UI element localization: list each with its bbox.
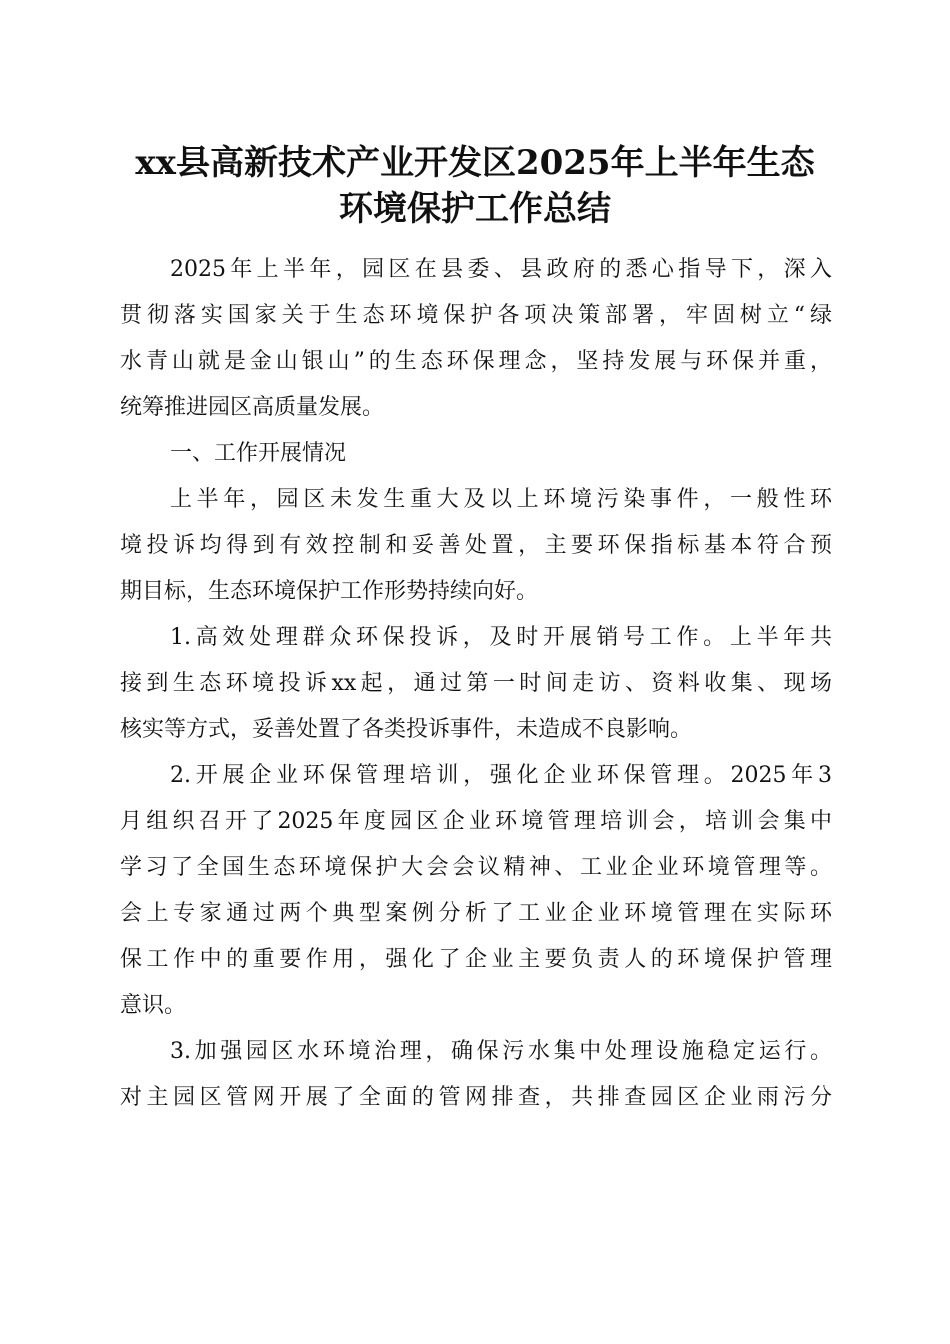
intro-line-3: 水青山就是金山银山”的生态环保理念，坚持发展与环保并重，	[120, 349, 832, 374]
overview-line-3: 期目标，生态环境保护工作形势持续向好。	[120, 579, 539, 604]
item3-line-1: 3.加强园区水环境治理，确保污水集中处理设施稳定运行。	[170, 1039, 832, 1064]
item2-line-1: 2.开展企业环保管理培训，强化企业环保管理。2025年3	[170, 763, 832, 788]
document-title-line-1: xx县高新技术产业开发区2025年上半年生态	[135, 143, 815, 183]
intro-line-1: 2025年上半年，园区在县委、县政府的悉心指导下，深入	[170, 257, 832, 282]
item1-line-2: 接到生态环境投诉xx起，通过第一时间走访、资料收集、现场	[120, 671, 832, 696]
section1-heading: 一、工作开展情况	[170, 441, 347, 466]
intro-line-2: 贯彻落实国家关于生态环境保护各项决策部署，牢固树立“绿	[120, 303, 832, 328]
item2-line-3: 学习了全国生态环境保护大会会议精神、工业企业环境管理等。	[120, 855, 832, 880]
item3-line-2: 对主园区管网开展了全面的管网排查，共排查园区企业雨污分	[120, 1085, 832, 1110]
overview-line-1: 上半年，园区未发生重大及以上环境污染事件，一般性环	[170, 487, 832, 512]
item2-line-4: 会上专家通过两个典型案例分析了工业企业环境管理在实际环	[120, 901, 832, 926]
intro-line-4: 统筹推进园区高质量发展。	[120, 395, 385, 420]
item1-line-3: 核实等方式，妥善处置了各类投诉事件，未造成不良影响。	[120, 717, 693, 742]
item2-line-5: 保工作中的重要作用，强化了企业主要负责人的环境保护管理	[120, 947, 832, 972]
item1-line-1: 1.高效处理群众环保投诉，及时开展销号工作。上半年共	[170, 625, 832, 650]
item2-line-2: 月组织召开了2025年度园区企业环境管理培训会，培训会集中	[120, 809, 832, 834]
overview-line-2: 境投诉均得到有效控制和妥善处置，主要环保指标基本符合预	[120, 533, 832, 558]
document-title-line-2: 环境保护工作总结	[339, 189, 611, 229]
item2-line-6: 意识。	[120, 993, 187, 1018]
